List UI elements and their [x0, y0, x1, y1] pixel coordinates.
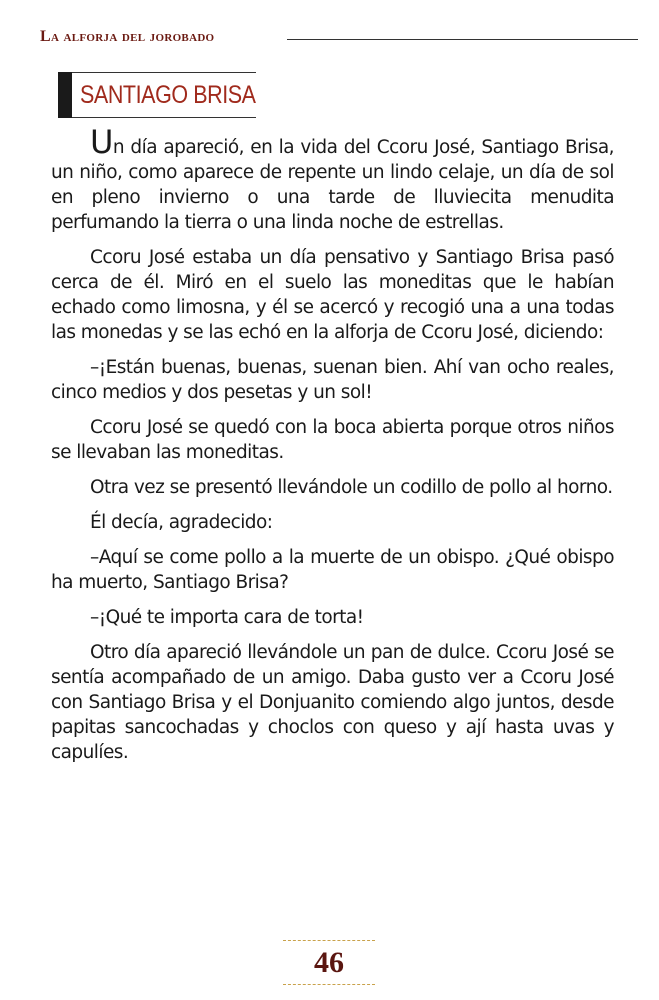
- page-number-rule-top: [283, 940, 375, 941]
- paragraph-1-text: n día apareció, en la vida del Ccoru José, Santiago Brisa, un niño, como aparece de repente un lindo celaje, un día de sol en pleno invierno o una tarde de lluviecita menudita perfumando la tierra o una linda noche de estrellas.: [51, 137, 614, 233]
- paragraph-3: –¡Están buenas, buenas, suenan bien. Ahí van ocho reales, cinco medios y dos pesetas y un sol!: [51, 357, 614, 403]
- paragraph-8: –¡Qué te importa cara de torta!: [90, 607, 364, 628]
- page-number-rule-bottom: [283, 984, 375, 985]
- paragraph-9: Otro día apareció llevándole un pan de dulce. Ccoru José se sentía acompañado de un amigo. Daba gusto ver a Ccoru José con Santiago Brisa y el Donjuanito comiendo algo juntos, desde papitas sancochadas y choclos con queso y ají hasta uvas y capulíes.: [51, 642, 614, 763]
- paragraph-6: Él decía, agradecido:: [90, 512, 273, 533]
- paragraph-7: –Aquí se come pollo a la muerte de un obispo. ¿Qué obispo ha muerto, Santiago Brisa?: [51, 547, 614, 593]
- chapter-title: SANTIAGO BRISA: [80, 81, 256, 109]
- paragraph-2: Ccoru José estaba un día pensativo y Santiago Brisa pasó cerca de él. Miró en el suelo las moneditas que le habían echado como limosna, y él se acercó y recogió una a una todas las monedas y se las echó en la alforja de Ccoru José, diciendo:: [51, 247, 614, 343]
- page-number: 46: [314, 946, 344, 979]
- paragraph-4: Ccoru José se quedó con la boca abierta porque otros niños se llevaban las moneditas.: [51, 417, 614, 463]
- running-header: [40, 28, 638, 46]
- paragraph-1: [51, 123, 614, 235]
- body-text: [51, 123, 614, 775]
- header-rule: [287, 39, 638, 40]
- paragraph-5: Otra vez se presentó llevándole un codillo de pollo al horno.: [90, 477, 613, 498]
- drop-cap: U: [90, 123, 113, 161]
- chapter-heading: [58, 72, 268, 118]
- page-number-block: [283, 940, 375, 990]
- heading-bar: [58, 72, 72, 118]
- running-title: La alforja del jorobado: [40, 28, 215, 45]
